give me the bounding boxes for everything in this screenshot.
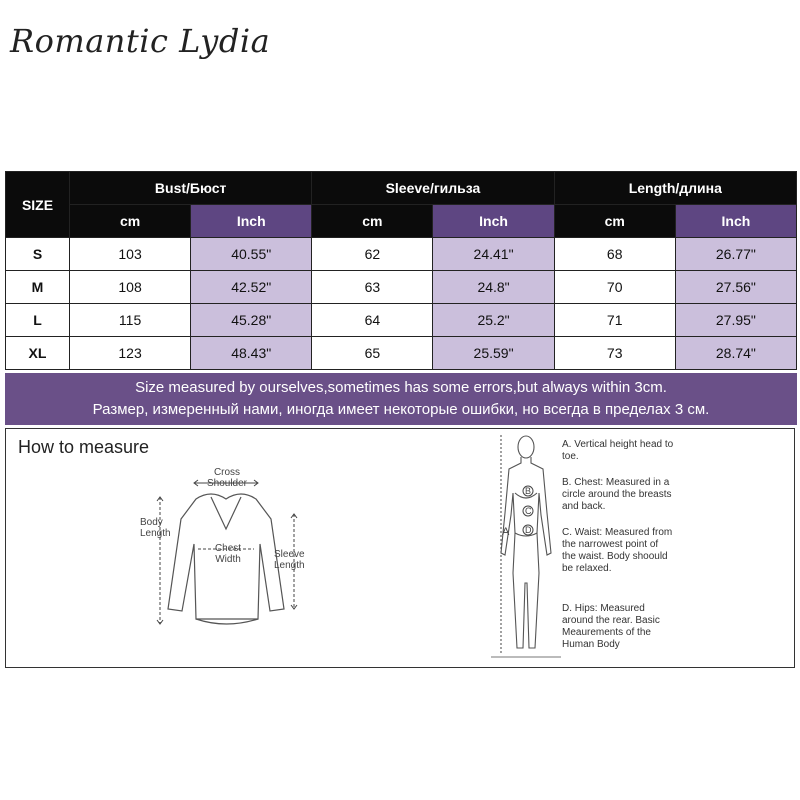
cell: 48.43" xyxy=(191,337,312,370)
cell: 123 xyxy=(70,337,191,370)
letter-a: A xyxy=(502,526,510,538)
cell: 24.8" xyxy=(433,271,554,304)
note-a: A. Vertical height head to toe. xyxy=(562,439,674,462)
cell: 70 xyxy=(554,271,675,304)
group-length: Length/длина xyxy=(554,172,796,205)
disclaimer-banner xyxy=(5,373,797,425)
cell: 103 xyxy=(70,238,191,271)
note-b: B. Chest: Measured in a circle around the breasts and back. xyxy=(562,477,672,512)
cell: 73 xyxy=(554,337,675,370)
cell: 63 xyxy=(312,271,433,304)
label-body-length: Body Length xyxy=(140,517,171,539)
row-size: L xyxy=(6,304,70,337)
unit-inch: Inch xyxy=(433,205,554,238)
cell: 115 xyxy=(70,304,191,337)
unit-cm: cm xyxy=(554,205,675,238)
guide-title: How to measure xyxy=(18,437,150,457)
unit-cm: cm xyxy=(70,205,191,238)
cell: 64 xyxy=(312,304,433,337)
letter-b: B xyxy=(525,486,532,496)
table-row xyxy=(6,238,797,271)
row-size: M xyxy=(6,271,70,304)
cell: 71 xyxy=(554,304,675,337)
cell: 25.59" xyxy=(433,337,554,370)
cell: 40.55" xyxy=(191,238,312,271)
letter-d: D xyxy=(525,525,532,535)
size-header: SIZE xyxy=(6,172,70,238)
cell: 27.56" xyxy=(675,271,796,304)
unit-inch: Inch xyxy=(675,205,796,238)
cell: 108 xyxy=(70,271,191,304)
label-chest-width: Chest Width xyxy=(214,543,242,565)
group-bust: Bust/Бюст xyxy=(70,172,312,205)
row-size: S xyxy=(6,238,70,271)
table-row xyxy=(6,337,797,370)
cell: 26.77" xyxy=(675,238,796,271)
cell: 65 xyxy=(312,337,433,370)
cell: 42.52" xyxy=(191,271,312,304)
group-sleeve: Sleeve/гильза xyxy=(312,172,554,205)
table-header-units xyxy=(6,205,797,238)
cell: 28.74" xyxy=(675,337,796,370)
label-cross-shoulder: Cross Shoulder xyxy=(206,467,248,489)
row-size: XL xyxy=(6,337,70,370)
body-diagram xyxy=(491,433,561,665)
size-table xyxy=(5,171,797,370)
table-header-groups xyxy=(6,172,797,205)
disclaimer-en: Size measured by ourselves,sometimes has some errors,but always within 3cm. xyxy=(135,379,667,396)
note-c: C. Waist: Measured from the narrowest point of the waist. Body shoould be relaxed. xyxy=(562,527,673,574)
label-sleeve-length: Sleeve Length xyxy=(274,549,305,571)
letter-c: C xyxy=(525,506,532,516)
cell: 27.95" xyxy=(675,304,796,337)
cell: 25.2" xyxy=(433,304,554,337)
unit-inch: Inch xyxy=(191,205,312,238)
note-d: D. Hips: Measured around the rear. Basic Meaurements of the Human Body xyxy=(562,603,660,650)
measure-guide xyxy=(5,428,795,668)
disclaimer-ru: Размер, измеренный нами, иногда имеет некоторые ошибки, но всегда в пределах 3 см. xyxy=(92,401,710,418)
brand-logo: Romantic Lydia xyxy=(10,22,271,60)
table-row xyxy=(6,271,797,304)
unit-cm: cm xyxy=(312,205,433,238)
cell: 62 xyxy=(312,238,433,271)
cell: 24.41" xyxy=(433,238,554,271)
cell: 45.28" xyxy=(191,304,312,337)
cell: 68 xyxy=(554,238,675,271)
table-row xyxy=(6,304,797,337)
